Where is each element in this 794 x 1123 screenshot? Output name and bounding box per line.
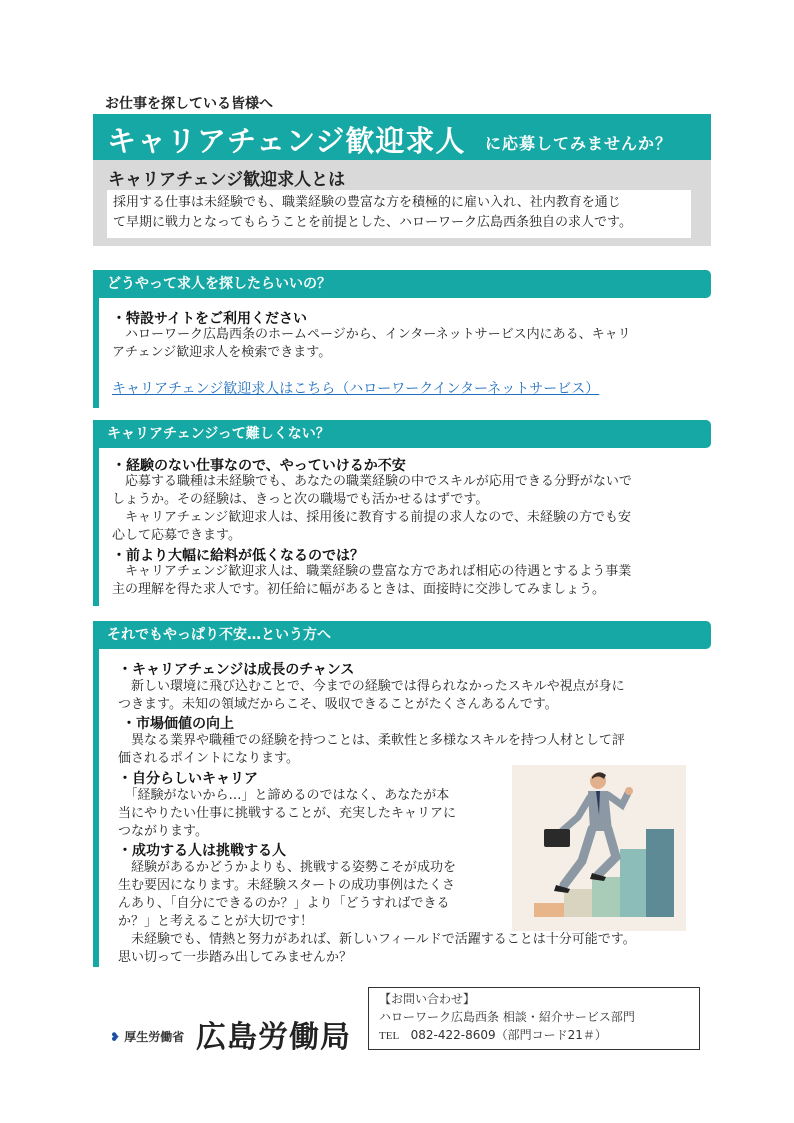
- contact-phone: [379, 1026, 689, 1045]
- body-line: キャリアチェンジ歓迎求人は、職業経験の豊富な方であれば相応の待遇とするよう事業: [112, 564, 632, 579]
- body-line: 「経験がないから…」と諦めるのではなく、あなたが本: [118, 788, 450, 803]
- tel-number: 082-422-8609（部門コード21＃）: [410, 1028, 607, 1042]
- banner-subtitle: に応募してみませんか？: [485, 134, 673, 153]
- section-heading-still-anxious: それでもやっぱり不安…という方へ: [93, 621, 711, 649]
- contact-title: 【お問い合わせ】: [379, 992, 476, 1006]
- ministry-label: 厚生労働省: [124, 1030, 185, 1044]
- section2-body-1: [112, 473, 707, 545]
- contact-organization: ハローワーク広島西条 相談・紹介サービス部門: [379, 1010, 635, 1024]
- title-banner: [93, 114, 711, 160]
- section2-body-2: [112, 563, 707, 599]
- bureau-name: 広島労働局: [196, 1020, 351, 1055]
- ministry-name: [110, 1028, 184, 1045]
- section3-body-2: [118, 732, 708, 768]
- section1-subheading: ・特設サイトをご利用ください: [112, 311, 308, 327]
- section-heading-search: どうやって求人を探したらいいの？: [93, 270, 711, 298]
- body-line: 生む要因になります。未経験スタートの成功事例はたくさ: [118, 878, 455, 893]
- section-heading-difficulty: キャリアチェンジって難しくない？: [93, 420, 711, 448]
- body-line: か？」と考えることが大切です！: [118, 914, 314, 929]
- body-line: 未経験でも、情熱と努力があれば、新しいフィールドで活躍することは十分可能です。: [118, 932, 636, 947]
- body-line: 当にやりたい仕事に挑戦することが、充実したキャリアに: [118, 806, 457, 821]
- mhlw-mark-icon: ❥: [110, 1030, 121, 1044]
- tel-label: TEL: [379, 1030, 400, 1042]
- section3-subheading-4: ・成功する人は挑戦する人: [118, 843, 286, 859]
- section3-body-4: [118, 859, 503, 931]
- businessman-climbing-icon: [512, 765, 686, 931]
- section3-body-1: [118, 678, 708, 714]
- body-line: つきます。未知の領域だからこそ、吸収できることがたくさんあるんです。: [118, 697, 558, 712]
- body-line: 経験があるかどうかよりも、挑戦する姿勢こそが成功を: [118, 860, 457, 875]
- section3-subheading-2: ・市場価値の向上: [122, 716, 234, 732]
- section3-closing: [118, 931, 708, 967]
- definition-text: [107, 190, 691, 238]
- body-line: しょうか。その経験は、きっと次の職場でも活かせるはずです。: [112, 492, 489, 507]
- section2-subheading-2: ・前より大幅に給料が低くなるのでは？: [112, 548, 364, 564]
- section-sidebar: [93, 298, 99, 408]
- body-line: んあり、「自分にできるのか？」より「どうすればできる: [118, 896, 450, 911]
- body-line: 新しい環境に飛び込むことで、今までの経験では得られなかったスキルや視点が身に: [118, 679, 625, 694]
- definition-title: キャリアチェンジ歓迎求人とは: [108, 170, 346, 190]
- body-line: キャリアチェンジ歓迎求人は、採用後に教育する前提の求人なので、未経験の方でも安: [112, 510, 632, 525]
- stair-climbing-illustration: [512, 765, 686, 931]
- definition-line: て早期に戦力となってもらうことを前提とした、ハローワーク広島西条独自の求人です。: [113, 215, 632, 230]
- section-sidebar: [93, 649, 99, 967]
- definition-box: [93, 160, 711, 246]
- body-line: アチェンジ歓迎求人を検索できます。: [112, 345, 332, 360]
- contact-box: [368, 987, 700, 1050]
- section-sidebar: [93, 448, 99, 606]
- section3-subheading-3: ・自分らしいキャリア: [118, 771, 258, 787]
- body-line: 価されるポイントになります。: [118, 751, 299, 766]
- body-line: 異なる業界や職種での経験を持つことは、柔軟性と多様なスキルを持つ人材として評: [118, 733, 625, 748]
- section2-subheading-1: ・経験のない仕事なので、やっていけるか不安: [112, 458, 406, 474]
- body-line: 思い切って一歩踏み出してみませんか？: [118, 950, 353, 965]
- career-change-search-link[interactable]: キャリアチェンジ歓迎求人はこちら（ハローワークインターネットサービス）: [112, 381, 600, 397]
- audience-line: お仕事を探している皆様へ: [105, 96, 273, 112]
- body-line: 応募する職種は未経験でも、あなたの職業経験の中でスキルが応用できる分野がないで: [112, 474, 632, 489]
- banner-title: キャリアチェンジ歓迎求人: [107, 124, 466, 158]
- body-line: 心して応募できます。: [112, 528, 241, 543]
- body-line: 主の理解を得た求人です。初任給に幅があるときは、面接時に交渉してみましょう。: [112, 582, 605, 597]
- definition-line: 採用する仕事は未経験でも、職業経験の豊富な方を積極的に雇い入れ、社内教育を通じ: [113, 195, 621, 210]
- body-line: ハローワーク広島西条のホームページから、インターネットサービス内にある、キャリ: [112, 327, 631, 342]
- section3-subheading-1: ・キャリアチェンジは成長のチャンス: [118, 662, 355, 678]
- section1-body: [112, 326, 707, 362]
- section3-body-3: [118, 787, 503, 841]
- body-line: つながります。: [118, 824, 208, 839]
